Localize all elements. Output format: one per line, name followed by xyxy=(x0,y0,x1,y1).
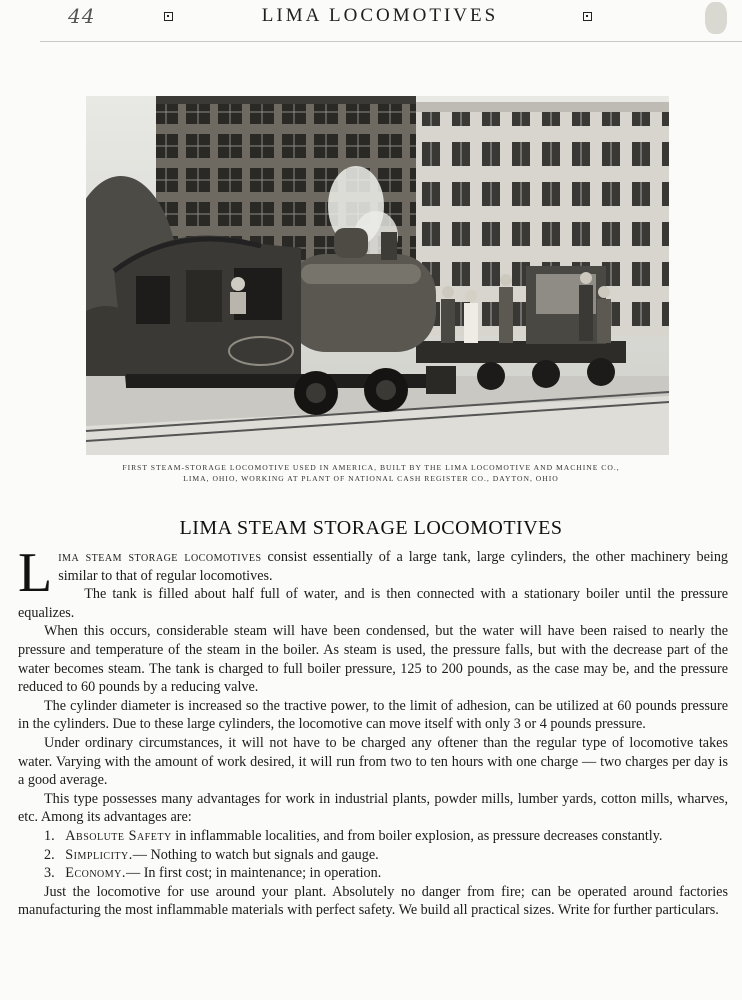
list-number: 3. xyxy=(44,865,55,882)
paragraph-2: The tank is filled about half full of water, and is then connected with a stationary boiler until the pressure equalizes. xyxy=(18,586,728,621)
list-text: in inflammable localities, and from boiler explosion, as pressure decreases constantly. xyxy=(171,827,663,844)
list-number: 2. xyxy=(44,846,55,863)
page-number: 44 xyxy=(68,4,96,28)
photo-caption xyxy=(40,462,702,484)
page-header xyxy=(0,0,742,40)
lead-smallcaps: ima steam storage locomotives xyxy=(58,549,262,565)
caption-line-2: LIMA, OHIO, WORKING AT PLANT OF NATIONAL CASH REGISTER CO., DAYTON, OHIO xyxy=(183,474,559,483)
page-corner-mark xyxy=(705,2,727,34)
running-title: LIMA LOCOMOTIVES xyxy=(261,5,499,26)
article-body xyxy=(18,542,729,920)
list-label: Simplicity. xyxy=(65,846,133,863)
list-number: 1. xyxy=(44,827,55,844)
list-item xyxy=(18,864,728,883)
paragraph-5: Under ordinary circumstances, it will not have to be charged any oftener than the regular type of locomotive takes water. Varying with the amount of work desired, it will run from two to ten hours with one charge — two charges per day is a good average. xyxy=(18,734,728,789)
paragraph-4: The cylinder diameter is increased so the tractive power, to the limit of adhesion, can be utilized at 60 pounds pressure in the cylinders. Due to these large cylinders, the locomotive can move itself with only 3 or 4 pounds pressure. xyxy=(18,697,728,733)
list-label: Economy. xyxy=(65,865,126,882)
paragraph-7: Just the locomotive for use around your plant. Absolutely no danger from fire; can be operated around factories manufacturing the most inflammable materials with perfect safety. We build all practical sizes. Write for further particulars. xyxy=(18,883,728,919)
locomotive-photo-illustration xyxy=(86,96,669,455)
paragraph-1-text: consist essentially of a large tank, large cylinders, the other machinery being similar to that of regular locomotives. xyxy=(58,549,729,584)
list-text: — In first cost; in maintenance; in operation. xyxy=(125,865,382,882)
advantages-list xyxy=(18,827,728,883)
list-item xyxy=(18,827,728,846)
list-label: Absolute Safety xyxy=(65,827,172,844)
article-heading: LIMA STEAM STORAGE LOCOMOTIVES xyxy=(179,517,563,539)
header-rule xyxy=(40,41,742,42)
ornament-square-icon xyxy=(583,12,592,21)
paragraph-6: This type possesses many advantages for work in industrial plants, powder mills, lumber yards, cotton mills, wharves, etc. Among its advantages are: xyxy=(18,790,728,826)
drop-cap: L xyxy=(18,542,53,604)
list-item xyxy=(18,846,728,865)
paragraph-3: When this occurs, considerable steam will have been condensed, but the water will have been raised to nearly the pressure and temperature of the steam in the boiler. As steam is used, the pressure falls, but with the decrease part of the water becomes steam. The tank is charged to full boiler pressure, 125 to 200 pounds, as the case may be, and the pressure reduced to 60 pounds by a reducing valve. xyxy=(18,623,728,696)
ornament-square-icon xyxy=(164,12,173,21)
locomotive-photo xyxy=(86,96,669,455)
list-text: — Nothing to watch but signals and gauge. xyxy=(132,846,379,863)
caption-line-1: FIRST STEAM-STORAGE LOCOMOTIVE USED IN AMERICA, BUILT BY THE LIMA LOCOMOTIVE AND MACHINE CO., xyxy=(122,463,620,472)
